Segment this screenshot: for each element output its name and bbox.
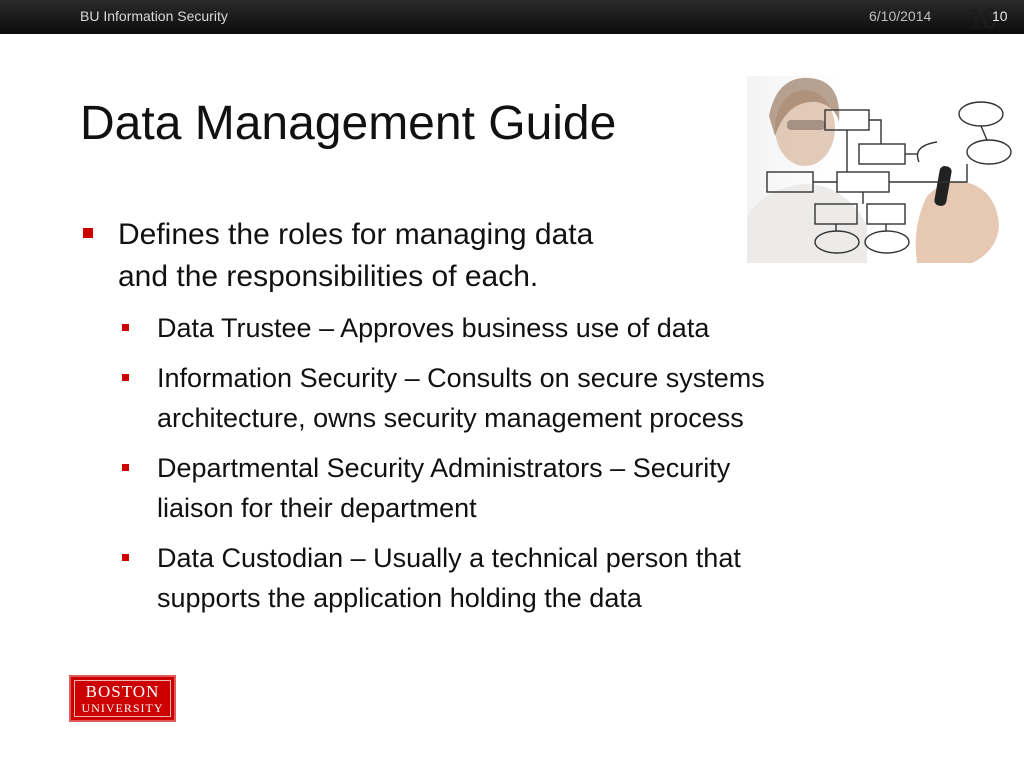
sub-bullet-line: supports the application holding the data: [157, 583, 642, 613]
sub-bullet-data-custodian: [157, 538, 947, 618]
logo-line-1: BOSTON: [85, 682, 160, 701]
sub-bullet-marker: [122, 374, 129, 381]
sub-bullet-line: liaison for their department: [157, 493, 477, 523]
sub-bullet-line: Information Security – Consults on secure systems: [157, 363, 765, 393]
sub-bullet-data-trustee: [157, 308, 947, 348]
header-date: 6/10/2014: [869, 8, 932, 24]
sub-bullet-marker: [122, 554, 129, 561]
boston-university-logo: [69, 675, 176, 722]
sub-bullet-marker: [122, 324, 129, 331]
slide-number-large: 10: [968, 2, 996, 35]
main-bullet: [118, 214, 718, 298]
sub-bullet-marker: [122, 464, 129, 471]
header-org: BU Information Security: [80, 8, 228, 24]
header-bar: [0, 0, 1024, 34]
sub-bullet-information-security: [157, 358, 947, 438]
sub-bullet-line: Data Custodian – Usually a technical person that: [157, 543, 741, 573]
sub-bullet-line: Departmental Security Administrators – Security: [157, 453, 731, 483]
person-drawing-flowchart-image: [747, 76, 1013, 263]
sub-bullet-departmental-admins: [157, 448, 947, 528]
flowchart-illustration-icon: [747, 76, 1013, 263]
slide-title: Data Management Guide: [80, 97, 617, 150]
sub-bullet-line: Data Trustee – Approves business use of data: [157, 313, 710, 343]
slide-number: 10: [992, 8, 1008, 24]
main-bullet-line-1: Defines the roles for managing data: [118, 218, 594, 251]
main-bullet-line-2: and the responsibilities of each.: [118, 260, 539, 293]
sub-bullet-line: architecture, owns security management process: [157, 403, 744, 433]
bullet-marker: [83, 228, 93, 238]
logo-line-2: UNIVERSITY: [81, 701, 164, 715]
